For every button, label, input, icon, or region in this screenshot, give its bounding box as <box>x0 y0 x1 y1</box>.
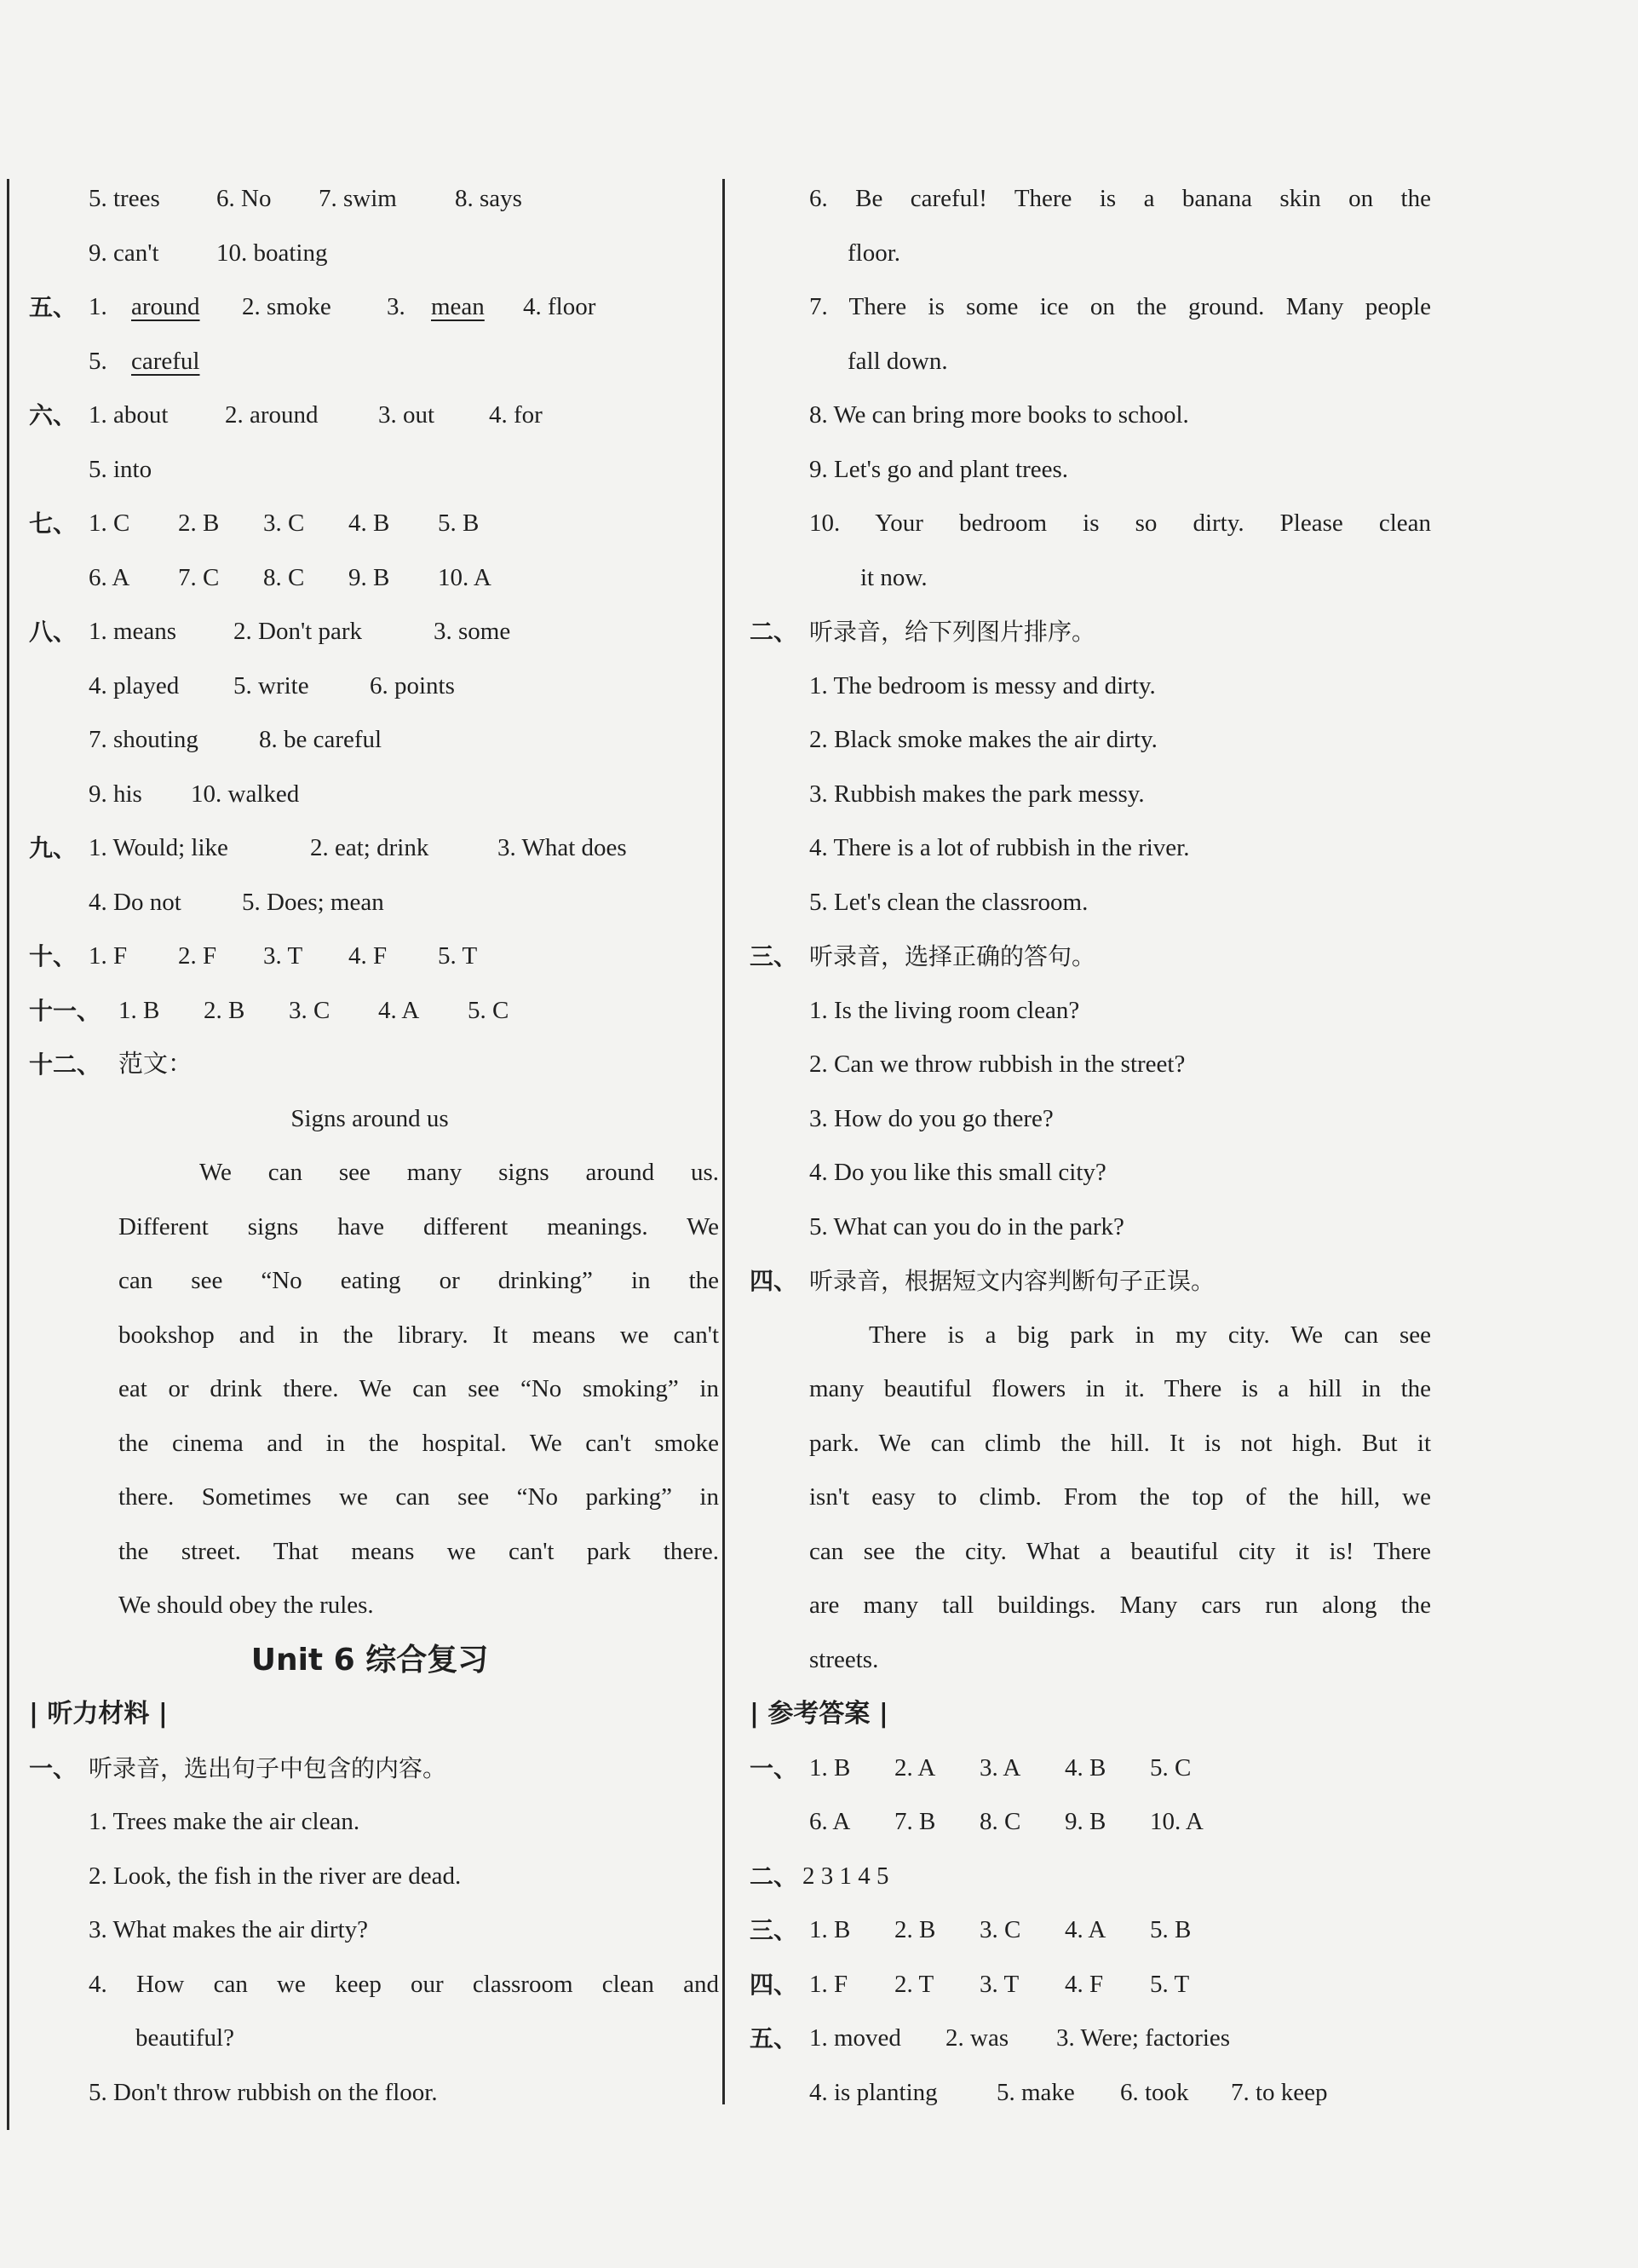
text-line <box>750 713 1431 768</box>
text-line <box>750 659 1431 714</box>
answer-entry: 3. Rubbish makes the park messy. <box>809 780 1145 808</box>
answer-entry: 6. No <box>216 185 272 212</box>
text-line <box>29 1200 719 1255</box>
text-line <box>750 1633 1431 1688</box>
text-line <box>29 1362 719 1417</box>
answer-entry: 2. Look, the fish in the river are dead. <box>89 1862 462 1890</box>
section-number: 六、 <box>29 401 78 429</box>
text-line <box>29 1309 719 1363</box>
text-line <box>29 389 710 443</box>
text-line <box>750 1850 1431 1904</box>
text-line <box>750 497 1431 551</box>
answer-entry: 3. <box>387 293 405 320</box>
paragraph-line: eat or drink there. We can see “No smoking” in <box>118 1375 719 1402</box>
answer-entry: 5. into <box>89 455 152 483</box>
text-line <box>750 1038 1431 1092</box>
answer-entry: around <box>131 293 200 320</box>
text-line <box>29 1038 710 1092</box>
text-line <box>29 172 710 227</box>
answer-entry: 4. played <box>89 671 180 699</box>
answer-entry: 9. his <box>89 780 142 808</box>
text-line <box>29 821 710 876</box>
section-number: 五、 <box>750 2024 798 2052</box>
text-line <box>29 1092 710 1147</box>
answer-entry: 3. How do you go there? <box>809 1104 1054 1132</box>
left-margin-rule <box>7 179 9 2130</box>
answer-entry: fall down. <box>848 347 948 375</box>
text-line <box>750 1741 1431 1796</box>
answer-entry: 3. T <box>263 942 303 970</box>
answer-entry: 9. can't <box>89 239 159 267</box>
section-instruction: 听录音，选出句子中包含的内容。 <box>89 1753 447 1782</box>
text-line <box>750 1309 1431 1363</box>
answer-entry: 5. make <box>997 2078 1075 2106</box>
answer-entry: 9. B <box>348 563 390 591</box>
answer-entry: 2. around <box>225 401 319 429</box>
answer-entry: We should obey the rules. <box>118 1592 374 1619</box>
section-number: 九、 <box>29 834 78 862</box>
text-line <box>29 1146 719 1200</box>
section-instruction: 听录音，选择正确的答句。 <box>809 942 1096 970</box>
answer-entry: 1. B <box>118 996 160 1024</box>
answer-entry: 3. C <box>289 996 330 1024</box>
answer-entry: 3. some <box>434 618 511 645</box>
text-line <box>750 1362 1431 1417</box>
section-number: 二、 <box>750 618 798 646</box>
text-line <box>750 1092 1431 1147</box>
answer-entry: 10. boating <box>216 239 328 267</box>
answer-entry: 2. B <box>894 1916 936 1943</box>
column-divider <box>722 179 725 2104</box>
section-number: 四、 <box>750 1267 798 1295</box>
paragraph-line: park. We can climb the hill. It is not high. But it <box>809 1429 1431 1457</box>
text-line <box>750 1254 1431 1309</box>
section-instruction: 听录音，给下列图片排序。 <box>809 618 1096 646</box>
answer-entry: it now. <box>860 563 928 591</box>
text-line <box>29 497 710 551</box>
text-line <box>750 551 1431 606</box>
text-line <box>29 876 710 930</box>
text-line <box>750 2066 1431 2121</box>
answer-entry: 3. Were; factories <box>1056 2024 1231 2052</box>
answer-entry: 4. is planting <box>809 2078 938 2106</box>
answer-entry: 5. T <box>438 942 478 970</box>
section-number: 七、 <box>29 509 78 538</box>
answer-entry: 5. What can you do in the park? <box>809 1212 1124 1240</box>
section-instruction: 听录音，根据短文内容判断句子正误。 <box>809 1267 1216 1295</box>
paragraph-line: isn't easy to climb. From the top of the hill, we <box>809 1483 1431 1511</box>
text-line <box>29 1525 719 1580</box>
answer-entry: 8. says <box>455 185 522 212</box>
answer-entry: 4. F <box>1065 1970 1104 1998</box>
text-line <box>29 1471 719 1525</box>
answer-entry: 5. T <box>1150 1970 1190 1998</box>
answer-entry: 4. Do not <box>89 888 181 916</box>
answer-entry: 2. was <box>945 2024 1009 2052</box>
answer-entry: 2. B <box>178 509 220 537</box>
answer-entry: 3. T <box>980 1970 1020 1998</box>
answer-entry: 5. B <box>438 509 480 537</box>
answer-entry: 2. F <box>178 942 217 970</box>
answer-entry: careful <box>131 347 200 375</box>
text-line <box>29 1850 710 1904</box>
answer-entry: 6. took <box>1120 2078 1189 2106</box>
text-line <box>29 1687 710 1741</box>
answer-entry: 7. C <box>178 563 220 591</box>
text-line <box>29 280 710 335</box>
text-line <box>750 930 1431 984</box>
answer-entry: 1. means <box>89 618 177 645</box>
paragraph-line: bookshop and in the library. It means we can't <box>118 1321 719 1349</box>
section-number: 三、 <box>750 1916 798 1944</box>
answer-entry: 7. swim <box>319 185 397 212</box>
paragraph-line: can see “No eating or drinking” in the <box>118 1267 719 1294</box>
essay-title: Signs around us <box>290 1104 449 1132</box>
section-number: 四、 <box>750 1970 798 1999</box>
answer-entry: 1. moved <box>809 2024 901 2052</box>
text-line <box>750 389 1431 443</box>
answer-entry: 5. <box>89 347 107 375</box>
answer-entry: 3. out <box>378 401 435 429</box>
unit-title: Unit 6 综合复习 <box>250 1642 489 1678</box>
section-number: 二、 <box>750 1862 798 1891</box>
answer-entry: 8. We can bring more books to school. <box>809 401 1189 429</box>
answer-entry: 2. smoke <box>242 293 331 320</box>
text-line <box>750 1471 1431 1525</box>
answer-entry: 7. shouting <box>89 726 198 753</box>
paragraph-line: Different signs have different meanings. We <box>118 1212 719 1240</box>
text-line <box>750 1687 1431 1741</box>
answer-entry: 10. walked <box>191 780 300 808</box>
left-column <box>29 172 719 2120</box>
paragraph-line: We can see many signs around us. <box>199 1159 719 1186</box>
text-line <box>29 1633 710 1688</box>
answer-entry: beautiful? <box>135 2024 234 2052</box>
answer-entry: 1. F <box>809 1970 848 1998</box>
answer-entry: floor. <box>848 239 901 267</box>
answer-entry: 2. Don't park <box>233 618 363 645</box>
section-number: 一、 <box>750 1753 798 1782</box>
answer-entry: 2. Can we throw rubbish in the street? <box>809 1051 1186 1078</box>
answer-entry: 7. B <box>894 1808 936 1835</box>
section-number: 五、 <box>29 293 78 321</box>
answer-entry: 2. B <box>204 996 245 1024</box>
answer-entry: 2. eat; drink <box>310 834 429 861</box>
section-header: | 参考答案 | <box>750 1699 888 1729</box>
text-line <box>750 605 1431 659</box>
answer-entry: 10. A <box>1150 1808 1204 1835</box>
text-line <box>750 443 1431 498</box>
text-line <box>750 335 1431 389</box>
answer-entry: 1. <box>89 293 107 320</box>
text-line <box>750 821 1431 876</box>
answer-entry: 6. A <box>809 1808 851 1835</box>
text-line <box>750 984 1431 1039</box>
answer-entry: 8. C <box>263 563 305 591</box>
text-line <box>750 1958 1431 2012</box>
answer-entry: 9. B <box>1065 1808 1106 1835</box>
answer-entry: 1. The bedroom is messy and dirty. <box>809 671 1156 699</box>
section-number: 一、 <box>29 1753 78 1782</box>
paragraph-line: the cinema and in the hospital. We can't smoke <box>118 1429 719 1457</box>
answer-entry: 2 3 1 4 5 <box>802 1862 889 1890</box>
section-number: 十一、 <box>29 996 101 1025</box>
text-line <box>29 1795 710 1850</box>
answer-entry: 4. Do you like this small city? <box>809 1159 1106 1186</box>
answer-entry: 4. floor <box>523 293 596 320</box>
text-line <box>750 227 1431 281</box>
answer-entry: 1. B <box>809 1753 851 1782</box>
text-line <box>29 335 710 389</box>
answer-entry: 8. be careful <box>259 726 382 753</box>
answer-entry: 4. A <box>378 996 420 1024</box>
section-number: 三、 <box>750 942 798 970</box>
text-line <box>29 443 710 498</box>
text-line <box>750 280 1431 335</box>
answer-entry: 4. F <box>348 942 388 970</box>
text-line <box>29 768 710 822</box>
answer-entry: 3. What does <box>497 834 627 861</box>
answer-entry: streets. <box>809 1645 879 1673</box>
answer-entry: 1. about <box>89 401 169 429</box>
text-line <box>750 1579 1431 1633</box>
answer-entry: 1. C <box>89 509 130 537</box>
answer-entry: 5. C <box>468 996 509 1024</box>
text-line <box>750 1795 1431 1850</box>
answer-entry: 1. Is the living room clean? <box>809 996 1080 1024</box>
answer-entry: 1. B <box>809 1916 851 1943</box>
answer-entry: 4. A <box>1065 1916 1106 1943</box>
answer-entry: 3. What makes the air dirty? <box>89 1916 369 1943</box>
paragraph-line: 7. There is some ice on the ground. Many people <box>809 293 1431 320</box>
paragraph-line: 6. Be careful! There is a banana skin on the <box>809 185 1431 212</box>
text-line <box>750 1525 1431 1580</box>
answer-entry: 3. C <box>980 1916 1021 1943</box>
answer-entry: 6. points <box>370 671 455 699</box>
paragraph-line: can see the city. What a beautiful city it is! There <box>809 1537 1431 1565</box>
section-number: 八、 <box>29 618 78 646</box>
right-column <box>750 172 1431 2120</box>
paragraph-line: there. Sometimes we can see “No parking” in <box>118 1483 719 1511</box>
text-line <box>29 605 710 659</box>
text-line <box>29 1903 710 1958</box>
answer-entry: 2. Black smoke makes the air dirty. <box>809 726 1158 753</box>
text-line <box>750 1200 1431 1255</box>
answer-entry: 4. There is a lot of rubbish in the river. <box>809 834 1190 861</box>
section-number: 十二、 <box>29 1051 101 1079</box>
text-line <box>29 551 710 606</box>
answer-entry: 5. Don't throw rubbish on the floor. <box>89 2078 438 2106</box>
text-line <box>750 1417 1431 1471</box>
answer-entry: 4. B <box>1065 1753 1106 1782</box>
text-line <box>29 930 710 984</box>
answer-entry: 7. to keep <box>1231 2078 1328 2106</box>
answer-entry: 5. write <box>233 671 309 699</box>
answer-entry: 2. A <box>894 1753 936 1782</box>
answer-entry: 9. Let's go and plant trees. <box>809 455 1069 483</box>
text-line <box>29 1958 719 2012</box>
text-line <box>29 1417 719 1471</box>
answer-entry: 5. B <box>1150 1916 1192 1943</box>
text-line <box>750 876 1431 930</box>
text-line <box>750 172 1431 227</box>
text-line <box>29 984 710 1039</box>
answer-entry: 1. Trees make the air clean. <box>89 1808 360 1835</box>
answer-entry: mean <box>431 293 485 320</box>
answer-entry: 1. Would; like <box>89 834 228 861</box>
text-line <box>29 2012 710 2066</box>
answer-entry: 3. C <box>263 509 305 537</box>
text-line <box>29 659 710 714</box>
text-line <box>750 768 1431 822</box>
text-line <box>750 2012 1431 2066</box>
answer-entry: 2. T <box>894 1970 934 1998</box>
answer-entry: 6. A <box>89 563 130 591</box>
text-line <box>29 713 710 768</box>
answer-entry: 4. B <box>348 509 390 537</box>
answer-entry: 范文： <box>118 1051 193 1078</box>
answer-entry: 5. Let's clean the classroom. <box>809 888 1089 916</box>
paragraph-line: are many tall buildings. Many cars run along the <box>809 1592 1431 1619</box>
paragraph-line: many beautiful flowers in it. There is a hill in the <box>809 1375 1431 1402</box>
answer-entry: 8. C <box>980 1808 1021 1835</box>
section-number: 十、 <box>29 942 78 970</box>
text-line <box>29 2066 710 2121</box>
answer-entry: 1. F <box>89 942 128 970</box>
text-line <box>750 1903 1431 1958</box>
paragraph-line: There is a big park in my city. We can see <box>869 1321 1431 1349</box>
answer-entry: 5. C <box>1150 1753 1192 1782</box>
answer-entry: 5. Does; mean <box>242 888 384 916</box>
text-line <box>29 1254 719 1309</box>
text-line <box>29 1579 710 1633</box>
paragraph-line: 4. How can we keep our classroom clean and <box>89 1970 719 1998</box>
paragraph-line: the street. That means we can't park there. <box>118 1537 719 1565</box>
answer-entry: 4. for <box>489 401 543 429</box>
answer-entry: 10. A <box>438 563 491 591</box>
answer-entry: 3. A <box>980 1753 1021 1782</box>
paragraph-line: 10. Your bedroom is so dirty. Please clean <box>809 509 1431 537</box>
text-line <box>750 1146 1431 1200</box>
answer-entry: 5. trees <box>89 185 160 212</box>
text-line <box>29 1741 710 1796</box>
section-header: | 听力材料 | <box>29 1699 168 1729</box>
text-line <box>29 227 710 281</box>
